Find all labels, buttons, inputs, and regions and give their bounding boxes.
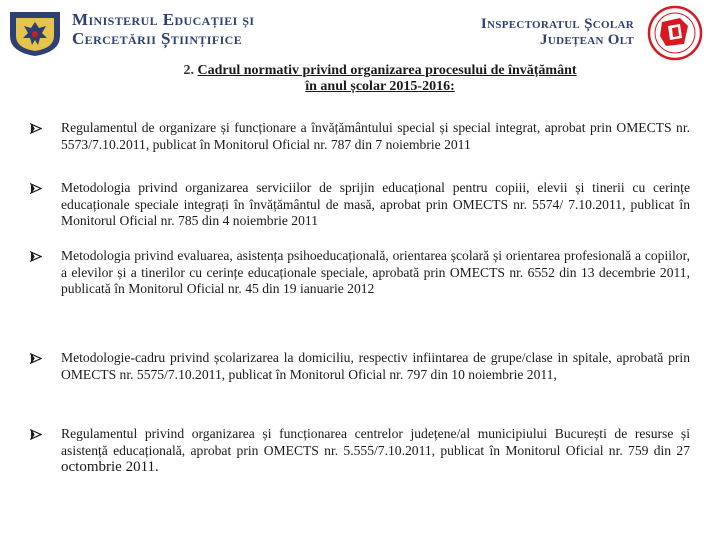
list-item-text: Regulamentul de organizare și funcționare a învățământului special și special integrat, aprobat prin OMECTS nr. 5573/7.10.2011, publicat în Monitorul Oficial nr. 787 din 7 noiembrie 2011 (61, 120, 690, 152)
arrow-bullet-icon (30, 251, 42, 262)
list-item (30, 350, 690, 383)
arrow-bullet-icon (30, 429, 42, 440)
arrow-bullet-icon (30, 123, 42, 134)
list-item-text: Metodologia privind evaluarea, asistența psihoeducațională, orientarea școlară și orientarea profesională a copiilor, a elevilor și a tinerilor cu cerințe educaționale speciale, aprobată prin OMECTS nr. 6552 din 13 decembrie 2011, publicată în Monitorul Oficial nr. 45 din 19 ianuarie 2012 (61, 248, 690, 296)
ministry-line1: Ministerul Educației și (72, 10, 255, 29)
section-number: 2. (183, 63, 194, 78)
inspectorat-name (462, 16, 634, 48)
list-item (30, 120, 690, 153)
list-item (30, 248, 690, 298)
coat-of-arms-icon (6, 8, 64, 58)
list-item-text: Metodologia privind organizarea serviciilor de sprijin educațional pentru copiii, elevii și tinerii cu cerințe educaționale speciale integrați în învățământul de masă, aprobat prin OMECTS nr. 5574/ 7.10.2011, publicat în Monitorul Oficial nr. 785 din 4 noiembrie 2011 (61, 180, 690, 228)
inspectorat-line1: Inspectoratul Școlar (480, 16, 634, 32)
list-item-text: Metodologie-cadru privind școlarizarea la domiciliu, respectiv infiintarea de grupe/clase in spitale, aprobată prin OMECTS nr. 5575/7.10.2011, publicat în Monitorul Oficial nr. 797 din 10 noiembrie 2011, (61, 350, 690, 382)
list-item (30, 180, 690, 230)
section-title (120, 63, 640, 95)
header (0, 0, 720, 62)
list-item (30, 426, 690, 476)
inspectorat-line2: Județean Olt (540, 32, 634, 48)
isj-olt-logo-icon (640, 4, 710, 62)
section-title-line2: în anul școlar 2015-2016: (305, 79, 455, 94)
ministry-line2: Cercetării Științifice (72, 29, 243, 48)
arrow-bullet-icon (30, 183, 42, 194)
section-title-line1: Cadrul normativ privind organizarea procesului de învățământ (197, 63, 577, 78)
list-item-text-tail: octombrie 2011. (61, 459, 159, 475)
list-item-text: Regulamentul privind organizarea și funcționarea centrelor județene/al municipiului București de resurse și asistență educațională, aprobat prin OMECTS nr. 5.555/7.10.2011, publicat în Monitorul Oficial nr. 759 din 27 (61, 426, 690, 458)
ministry-name (72, 10, 254, 48)
arrow-bullet-icon (30, 353, 42, 364)
